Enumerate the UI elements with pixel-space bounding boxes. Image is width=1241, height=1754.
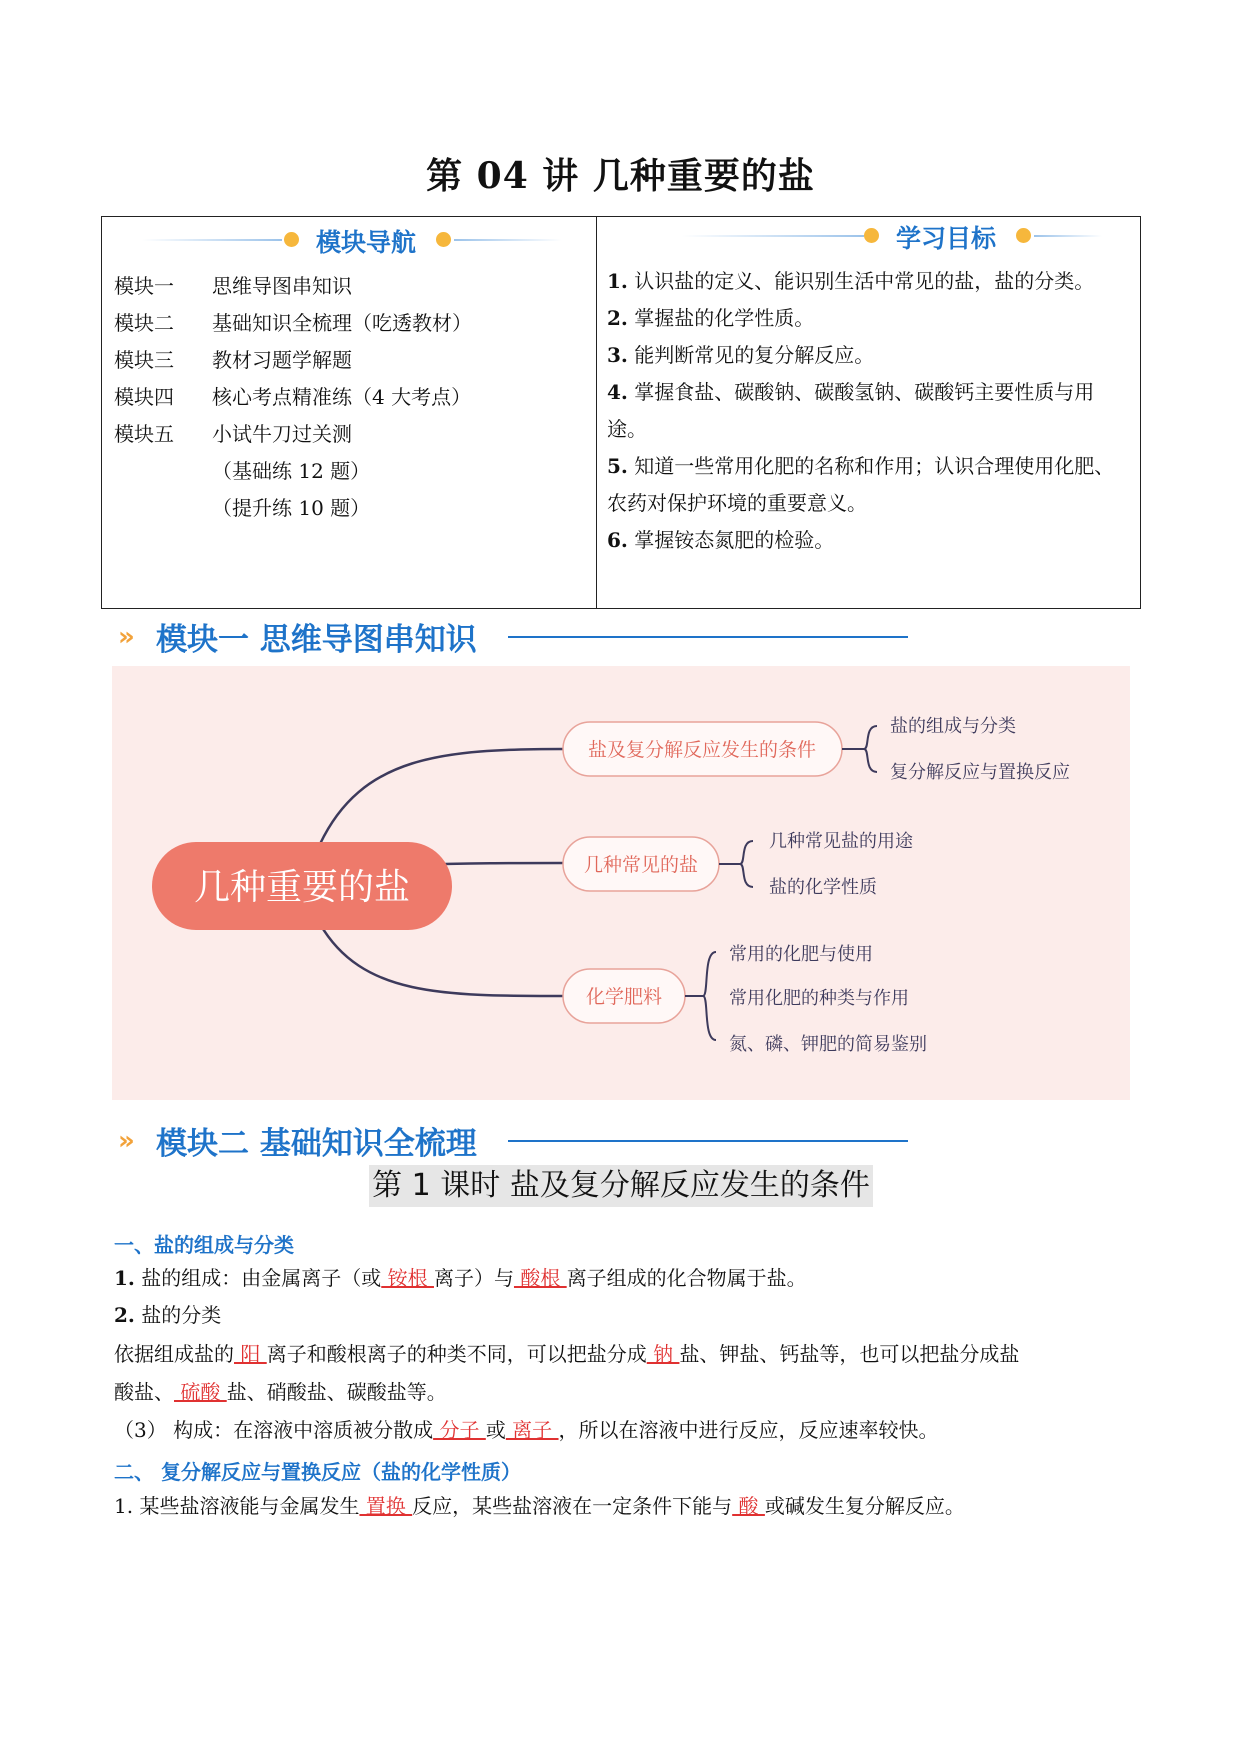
goal-item: 4. 掌握食盐、碳酸钠、碳酸氢钠、碳酸钙主要性质与用途。 — [607, 380, 1095, 441]
section-header — [118, 1118, 908, 1162]
intro-table — [101, 216, 1141, 609]
nav-item: 模块四 核心考点精准练（4 大考点） — [114, 385, 472, 409]
goal-item: 5. 知道一些常用化肥的名称和作用；认识合理使用化肥、农药对保护环境的重要意义。 — [607, 454, 1115, 515]
section-header — [118, 614, 908, 658]
goal-item: 2. 掌握盐的化学性质。 — [607, 306, 815, 330]
leaf-label: 氮、磷、钾肥的简易鉴别 — [729, 1034, 927, 1055]
answer-blank: 铵根 — [381, 1266, 434, 1290]
leaf-label: 复分解反应与置换反应 — [890, 762, 1070, 783]
paragraph: 1. 盐的组成：由金属离子（或 铵根 离子）与 酸根 离子组成的化合物属于盐。 — [114, 1266, 807, 1290]
root-node-label: 几种重要的盐 — [193, 867, 411, 908]
paragraph: 依据组成盐的 阳 离子和酸根离子的种类不同，可以把盐分成 钠 盐、钾盐、钙盐等，也可以把盐分成盐 — [114, 1342, 1020, 1366]
double-chevron-icon: » — [118, 622, 129, 652]
answer-blank: 钠 — [646, 1342, 680, 1366]
answer-blank: 分子 — [433, 1418, 486, 1442]
goals-panel-header — [682, 219, 1102, 253]
answer-blank: 硫酸 — [174, 1380, 227, 1404]
dot-icon — [864, 228, 879, 243]
paragraph: 酸盐、 硫酸 盐、硝酸盐、碳酸盐等。 — [114, 1380, 447, 1404]
paragraph: 1. 某些盐溶液能与金属发生 置换 反应，某些盐溶液在一定条件下能与 酸 或碱发生复分解反应。 — [114, 1494, 965, 1518]
section-title: 模块二 基础知识全梳理 — [156, 1126, 477, 1162]
page-title: 第 04 讲 几种重要的盐 — [426, 155, 815, 197]
dot-icon — [1016, 228, 1031, 243]
lesson-title: 第 1 课时 盐及复分解反应发生的条件 — [369, 1165, 873, 1207]
nav-panel-title: 模块导航 — [316, 228, 417, 257]
mind-map-graphic — [112, 666, 1130, 1100]
section-rule — [508, 636, 908, 638]
nav-item: 模块一 思维导图串知识 — [114, 274, 352, 298]
goal-item: 3. 能判断常见的复分解反应。 — [607, 343, 875, 367]
section-title: 模块一 思维导图串知识 — [156, 622, 477, 658]
nav-item: 模块二 基础知识全梳理（吃透教材） — [114, 311, 472, 335]
branch-label: 盐及复分解反应发生的条件 — [587, 739, 817, 761]
connector-line — [320, 924, 564, 996]
bracket — [740, 841, 753, 887]
nav-panel-header — [142, 223, 562, 257]
goal-item: 1. 认识盐的定义、能识别生活中常见的盐，盐的分类。 — [607, 269, 1095, 293]
nav-item: （基础练 12 题） — [212, 459, 371, 483]
leaf-label: 常用化肥的种类与作用 — [729, 988, 909, 1009]
section-rule — [508, 1140, 908, 1142]
dot-icon — [436, 232, 451, 247]
goals-list — [607, 263, 1127, 559]
branch-label: 几种常见的盐 — [583, 854, 699, 876]
mind-map — [112, 666, 1130, 1100]
table-divider — [596, 217, 597, 608]
leaf-label: 盐的化学性质 — [769, 877, 877, 898]
goal-item: 6. 掌握铵态氮肥的检验。 — [607, 528, 835, 552]
branch-label: 化学肥料 — [585, 986, 663, 1008]
leaf-label: 几种常见盐的用途 — [769, 831, 913, 852]
connector-line — [320, 749, 564, 844]
paragraph: 2. 盐的分类 — [114, 1303, 222, 1327]
nav-item: 模块五 小试牛刀过关测 — [114, 422, 352, 446]
goals-panel-title: 学习目标 — [896, 224, 997, 253]
subsection-heading: 一、盐的组成与分类 — [114, 1233, 294, 1257]
answer-blank: 置换 — [359, 1494, 413, 1518]
dot-icon — [284, 232, 299, 247]
answer-blank: 酸根 — [513, 1266, 567, 1290]
bracket — [703, 952, 716, 1040]
answer-blank: 离子 — [505, 1418, 559, 1442]
double-chevron-icon: » — [118, 1126, 129, 1156]
nav-item: 模块三 教材习题学解题 — [114, 348, 352, 372]
subsection-heading: 二、 复分解反应与置换反应（盐的化学性质） — [114, 1460, 521, 1484]
bracket — [864, 726, 877, 772]
leaf-label: 常用的化肥与使用 — [729, 944, 873, 965]
answer-blank: 酸 — [732, 1494, 765, 1518]
answer-blank: 阳 — [234, 1342, 267, 1366]
paragraph: （3） 构成：在溶液中溶质被分散成 分子 或 离子 ，所以在溶液中进行反应，反应速率较快。 — [114, 1418, 939, 1442]
leaf-label: 盐的组成与分类 — [890, 716, 1016, 737]
nav-item: （提升练 10 题） — [212, 496, 371, 520]
